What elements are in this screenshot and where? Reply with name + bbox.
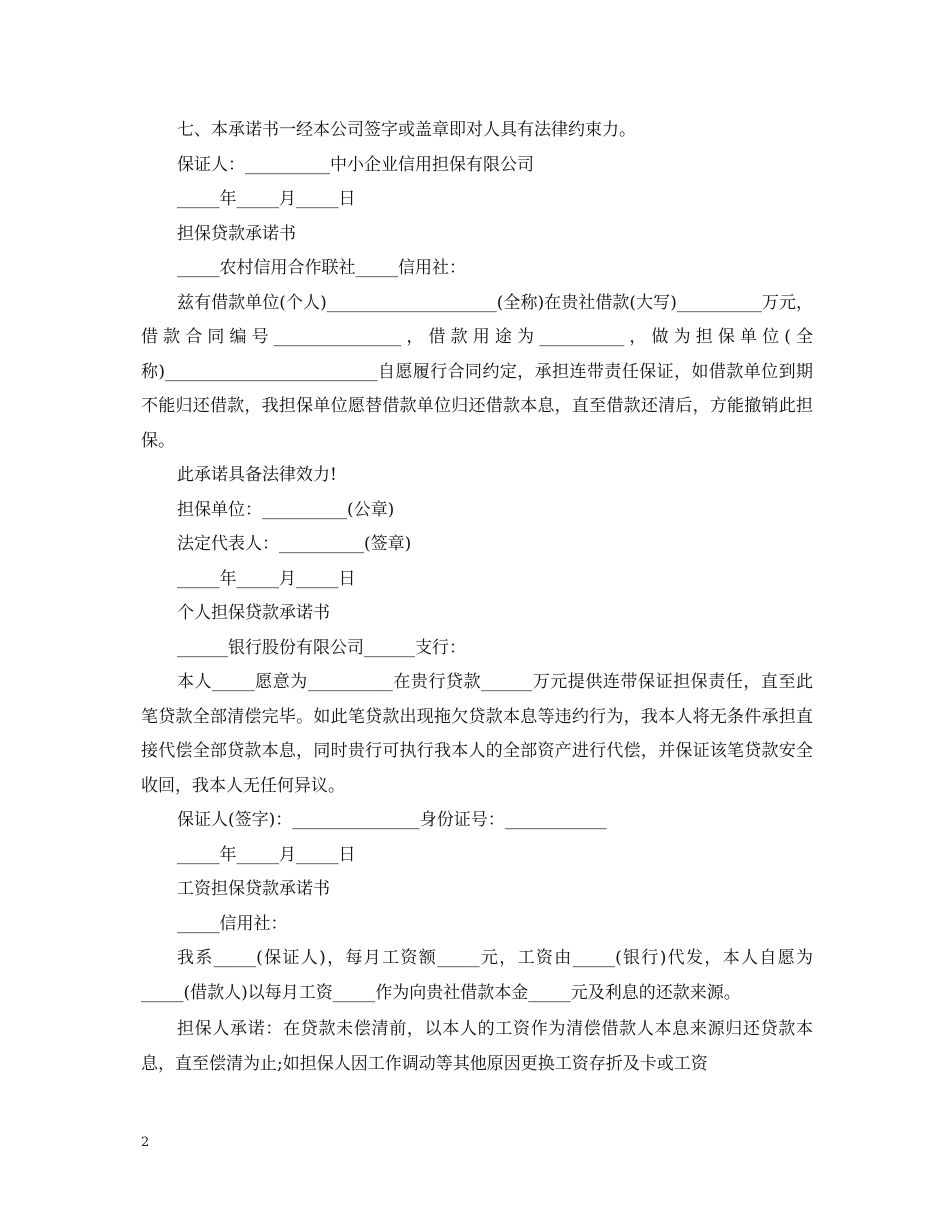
guarantor-unit-line: 担保单位：__________(公章) [177, 499, 395, 520]
guarantor-commitment: 担保人承诺：在贷款未偿清前，以本人的工资作为清偿借款人本息来源归还贷款本息，直至偿清为止;如担保人因工作调动等其他原因更换工资存折及卡或工资 [141, 1019, 813, 1074]
section-heading-personal-guarantee: 个人担保贷款承诺书 [177, 603, 330, 623]
date-line: _____年_____月_____日 [177, 568, 356, 589]
legal-effect-statement: 此承诺具备法律效力! [177, 465, 337, 485]
guarantor-line: 保证人：__________中小企业信用担保有限公司 [177, 154, 534, 175]
date-line: _____年_____月_____日 [177, 189, 356, 209]
page-number: 2 [141, 1135, 150, 1150]
date-line: _____年_____月_____日 [177, 844, 356, 865]
section-heading-wage-guarantee: 工资担保贷款承诺书 [177, 879, 330, 899]
section-heading-guarantee-loan: 担保贷款承诺书 [177, 223, 296, 244]
wage-guarantee-body: 我系_____(保证人)，每月工资额_____元，工资由_____(银行)代发，本人自愿为_____(借款人)以每月工资_____作为向贵社借款本金_____元及利息的还款来源。 [141, 948, 813, 1003]
personal-guarantee-body: 本人_____愿意为__________在贵行贷款______万元提供连带保证担保责任，直至此笔贷款全部清偿完毕。如此笔贷款出现拖欠贷款本息等违约行为，我本人将无条件承担直接代偿全部贷款本息，同时贵行可执行我本人的全部资产进行代偿，并保证该笔贷款安全收回，我本人无任何异议。 [141, 672, 813, 796]
guarantor-signature-line: 保证人(签字)：_______________身份证号：____________ [177, 810, 607, 830]
addressee-credit-union: _____农村信用合作联社_____信用社： [177, 258, 466, 278]
addressee-credit-union-short: _____信用社： [177, 913, 288, 934]
document-page [141, 113, 813, 1081]
clause-seven: 七、本承诺书一经本公司签字或盖章即对人具有法律约束力。 [177, 120, 636, 140]
addressee-bank-branch: ______银行股份有限公司______支行： [177, 637, 466, 658]
guarantee-body: 兹有借款单位(个人)____________________(全称)在贵社借款(大写)__________万元，借款合同编号_______________，借款用途为__________，做为担保单位(全称)_________________________自愿履行合同约定，承担连带责任保证，如借款单位到期不能归还借款，我担保单位愿替借款单位归还借款本息，直至借款还清后，方能撤销此担保。 [141, 292, 813, 451]
legal-representative-line: 法定代表人：__________(签章) [177, 534, 412, 554]
